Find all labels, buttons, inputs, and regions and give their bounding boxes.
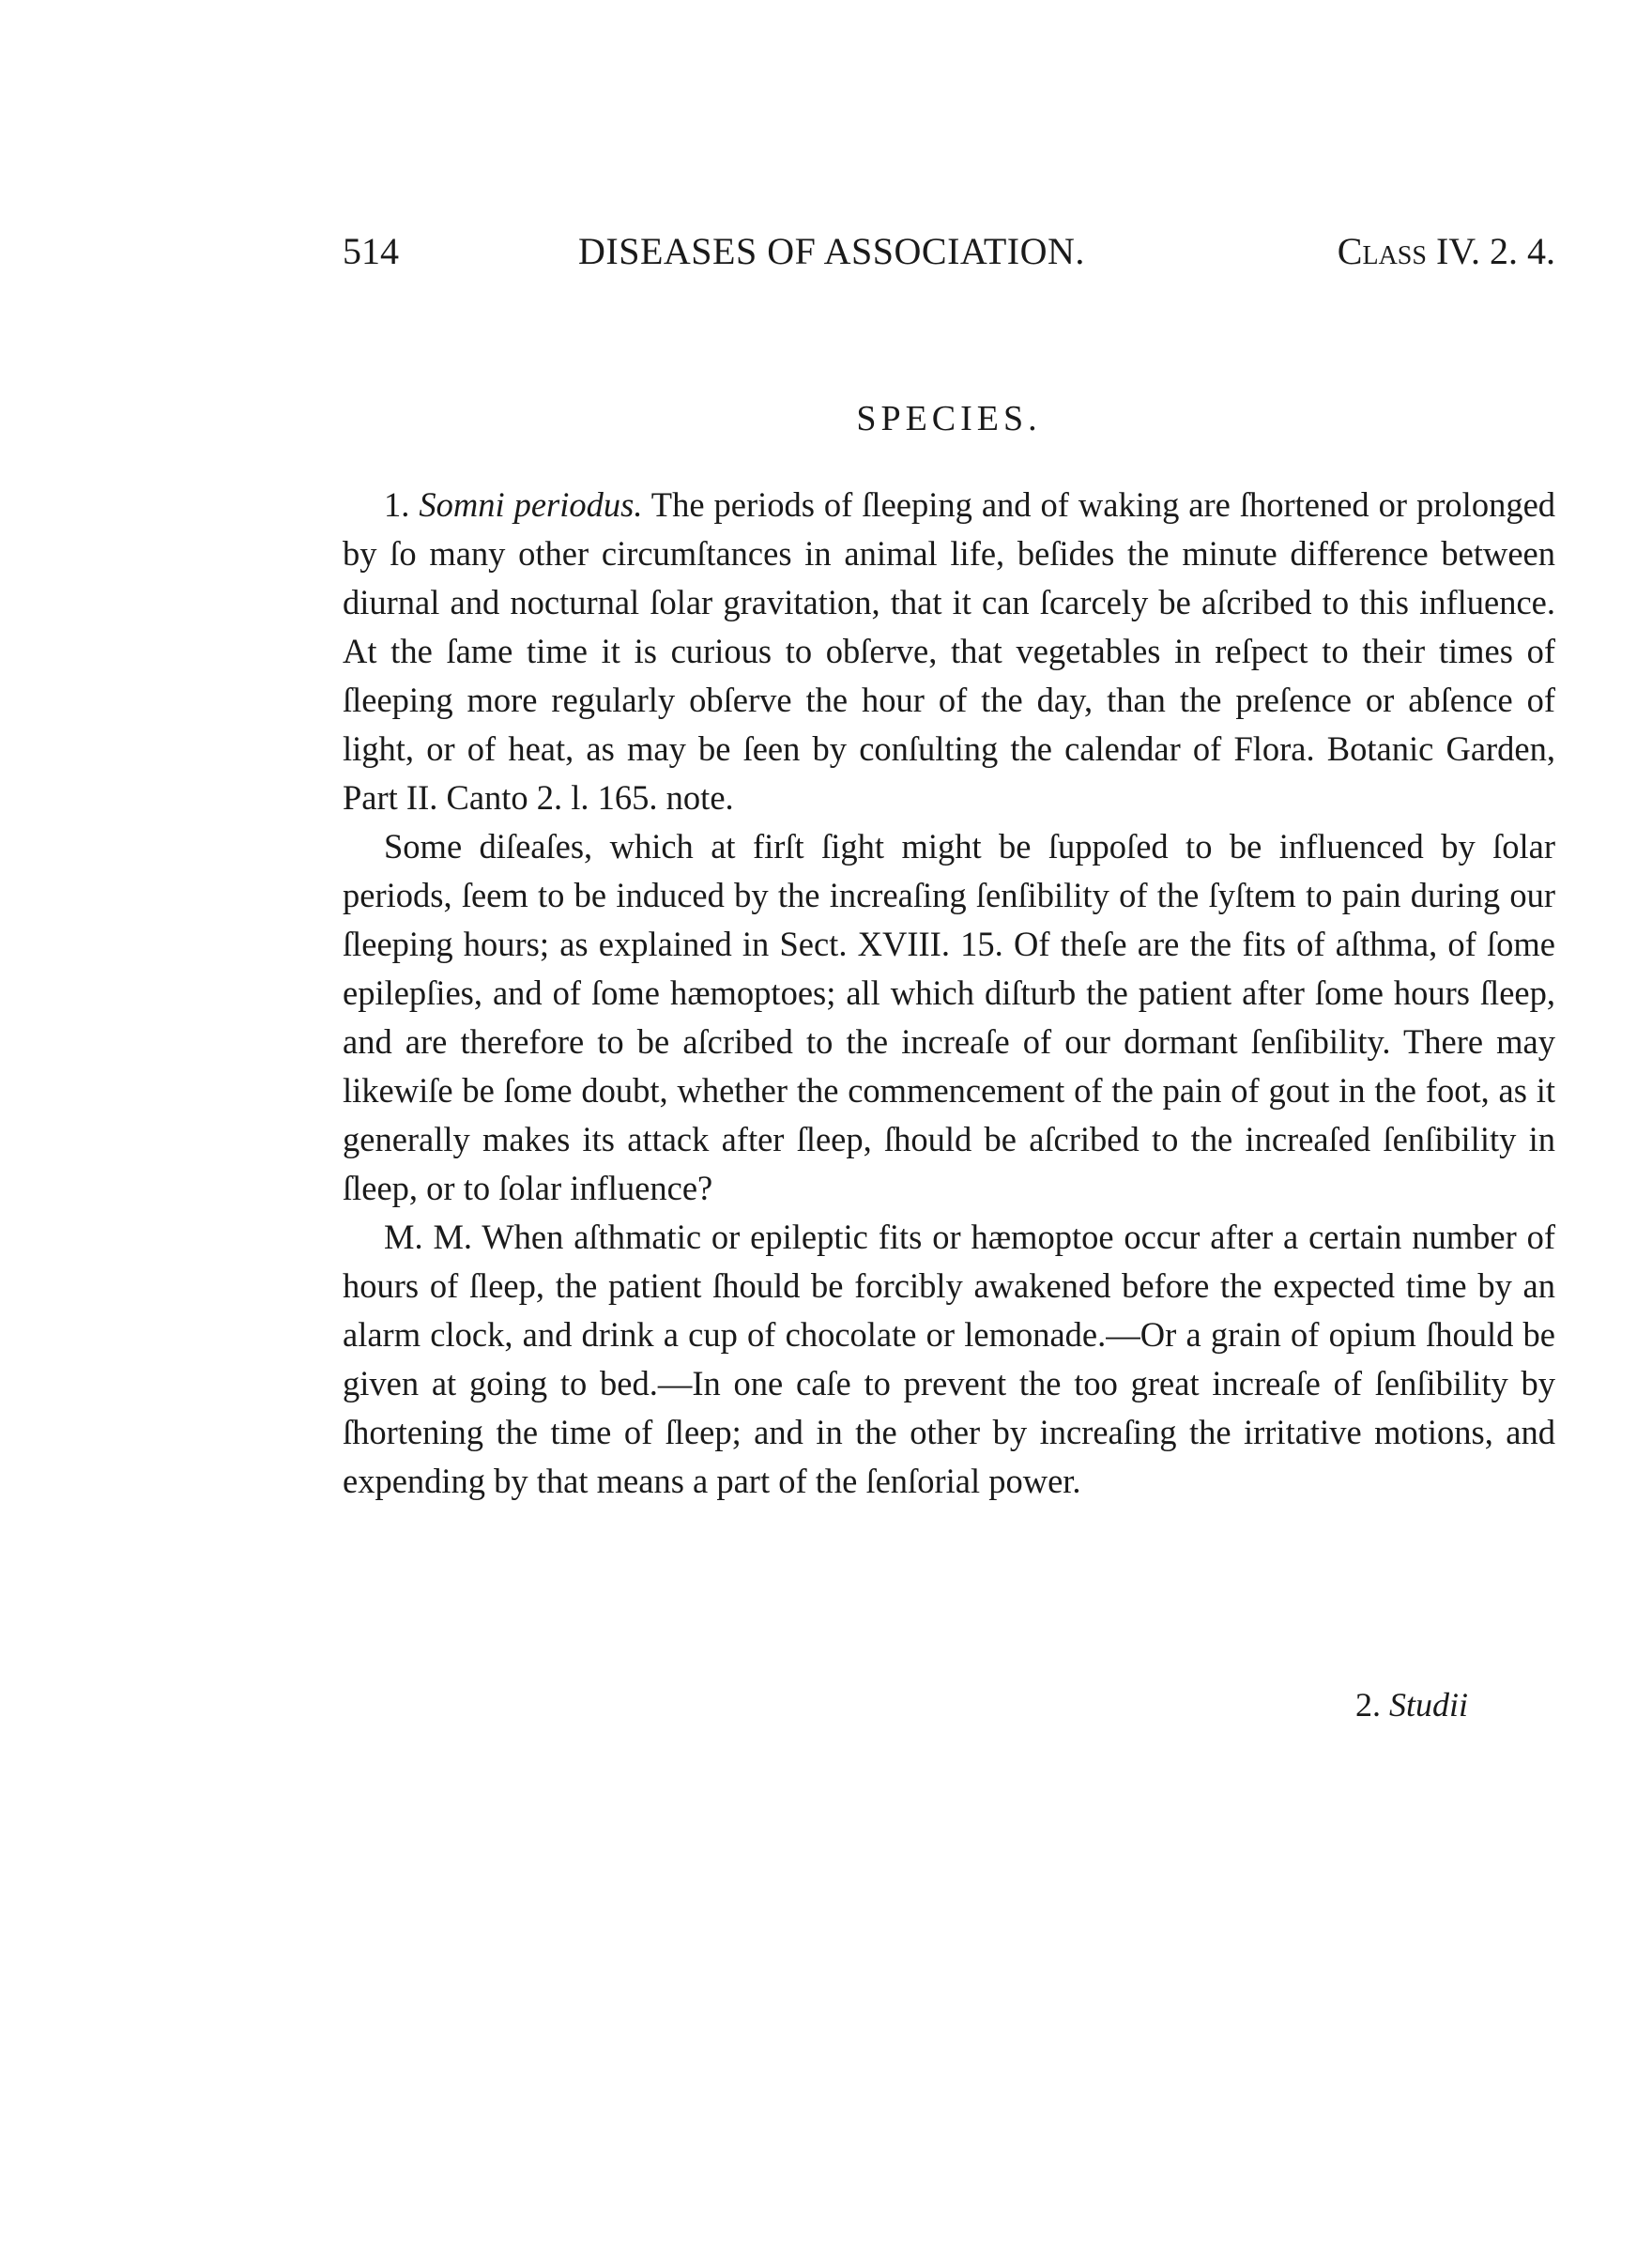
class-reference: Class IV. 2. 4. — [1337, 230, 1555, 272]
catchword-word: Studii — [1388, 1686, 1468, 1724]
paragraph-text: Some diſeaſes, which at firſt ſight might be ſuppoſed to be influenced by ſolar periods, ſeem to be induced by the increaſing ſenſibility of the ſyſtem to pain during our ſleeping hours; as explained in Sect. XVIII. 15. Of theſe are the fits of aſthma, of ſome epilepſies, and of ſome hæmoptoes; all which diſturb the patient after ſome hours ſleep, and are therefore to be aſcribed to the increaſe of our dormant ſenſibility. There may likewiſe be ſome doubt, whether the commencement of the pain of gout in the foot, as it generally makes its attack after ſleep, ſhould be aſcribed to the increaſed ſenſibility in ſleep, or to ſolar influence? — [343, 827, 1555, 1207]
paragraph-method-of-medicine — [343, 1213, 1555, 1506]
species-number: 1. — [384, 485, 410, 524]
paragraph-text: M. M. When aſthmatic or epileptic fits or hæmoptoe occur after a certain number of hours of ſleep, the patient ſhould be forcibly awakened before the expected time by an alarm clock, and drink a cup of chocolate or lemonade.—Or a grain of opium ſhould be given at going to bed.—In one caſe to prevent the too great increaſe of ſenſibility by ſhortening the time of ſleep; and in the other by increaſing the irritative motions, and expending by that means a part of the ſenſorial power. — [343, 1218, 1555, 1500]
paragraph-species-1 — [343, 481, 1555, 822]
running-head — [343, 223, 1555, 280]
species-name: Somni periodus. — [419, 485, 643, 524]
catchword — [1355, 1680, 1468, 1729]
running-title: DISEASES OF ASSOCIATION. — [578, 230, 1085, 272]
section-heading: SPECIES. — [856, 399, 1042, 438]
paragraph-diseases — [343, 822, 1555, 1213]
paragraph-text: The periods of ſleeping and of waking are ſhortened or prolonged by ſo many other circumſtances in animal life, beſides the minute difference between diurnal and nocturnal ſolar gravitation, that it can ſcarcely be aſcribed to this influence. At the ſame time it is curious to obſerve, that vegetables in reſpect to their times of ſleeping more regularly obſerve the hour of the day, than the preſence or abſence of light, or of heat, as may be ſeen by conſulting the calendar of Flora. Botanic Garden, Part II. Canto 2. l. 165. note. — [343, 485, 1556, 817]
body-text — [343, 481, 1555, 1506]
catchword-number: 2. — [1354, 1686, 1381, 1724]
page-number: 514 — [343, 230, 399, 272]
